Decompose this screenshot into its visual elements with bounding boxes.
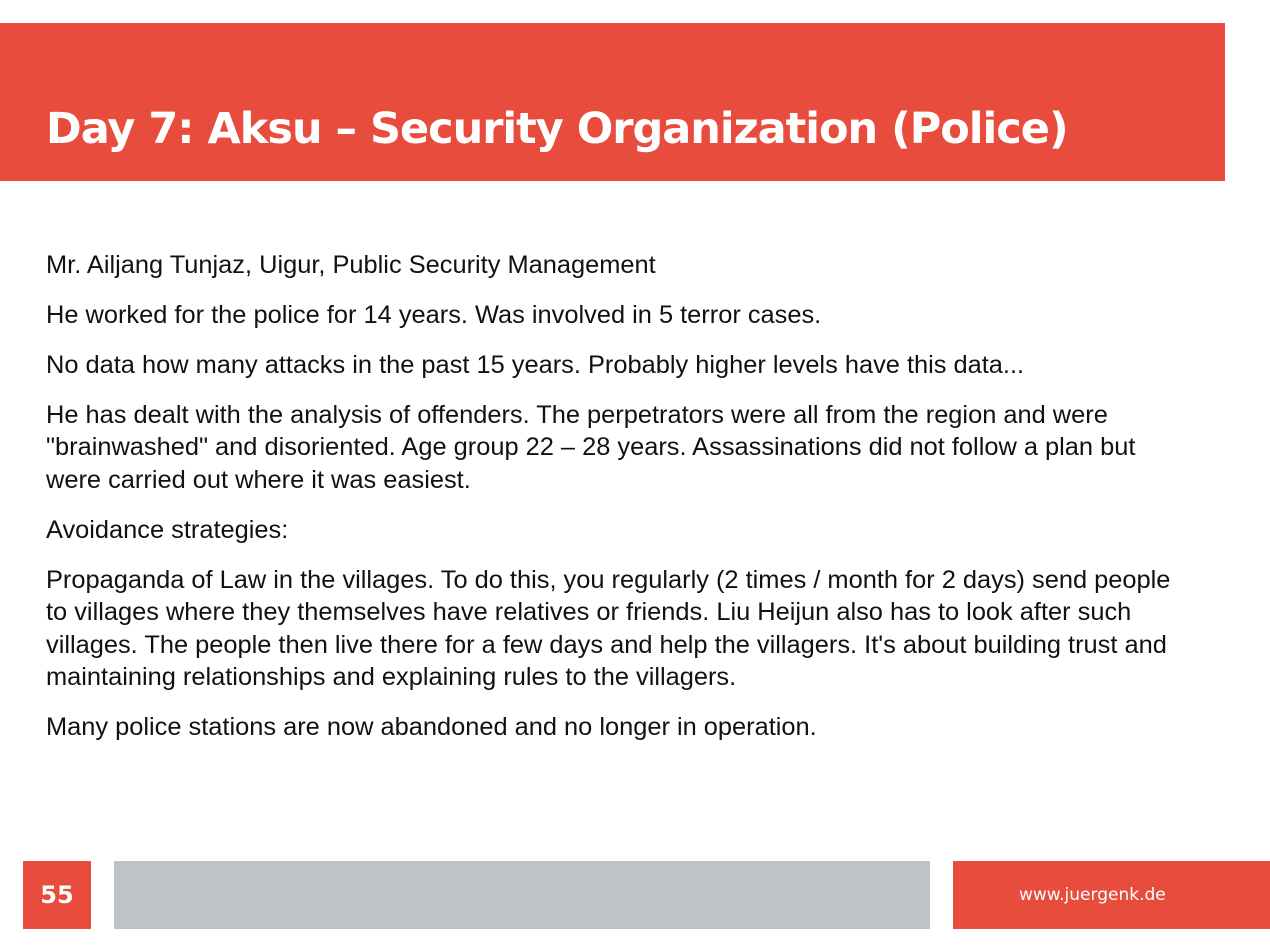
- body-paragraph: Many police stations are now abandoned and no longer in operation.: [46, 713, 817, 742]
- body-paragraph: No data how many attacks in the past 15 years. Probably higher levels have this data...: [46, 351, 1025, 379]
- slide-body: [46, 249, 1196, 761]
- body-paragraph: He has dealt with the analysis of offenders. The perpetrators were all from the region and were "brainwashed" and disoriented. Age group 22 – 28 years. Assassinations did not follow a plan but were carried out where it was easiest.: [46, 401, 1136, 494]
- body-paragraph: Propaganda of Law in the villages. To do this, you regularly (2 times / month for 2 days) send people to villages where they themselves have relatives or friends. Liu Heijun also has to look after such villages. The people then live there for a few days and help the villagers. It's about building trust and maintaining relationships and explaining rules to the villagers.: [46, 565, 1171, 692]
- website-link[interactable]: www.juergenk.de: [1019, 885, 1166, 905]
- slide-title: Day 7: Aksu – Security Organization (Police): [46, 104, 1068, 154]
- footer-bar: [114, 861, 930, 929]
- page-number: 55: [23, 861, 91, 929]
- body-paragraph: He worked for the police for 14 years. Was involved in 5 terror cases.: [46, 301, 822, 329]
- body-paragraph: Mr. Ailjang Tunjaz, Uigur, Public Security Management: [46, 251, 656, 279]
- body-paragraph: Avoidance strategies:: [46, 515, 289, 544]
